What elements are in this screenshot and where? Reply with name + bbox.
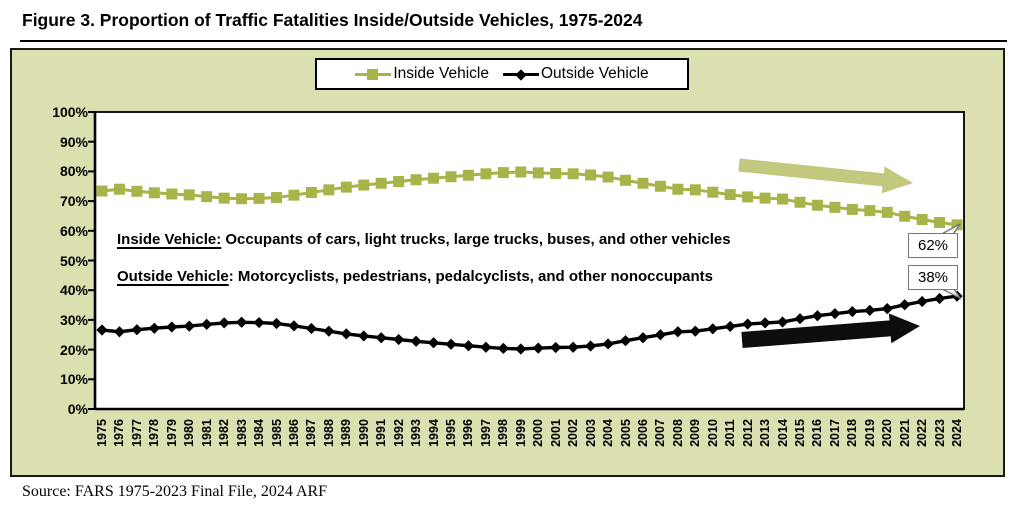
data-point xyxy=(864,205,875,216)
x-tick-label: 1982 xyxy=(217,419,232,447)
data-point xyxy=(655,181,666,192)
data-point xyxy=(707,187,718,198)
y-tick-label: 90% xyxy=(59,133,88,150)
data-point xyxy=(236,193,247,204)
x-tick-label: 1994 xyxy=(426,419,441,447)
data-point xyxy=(306,187,317,198)
x-tick-label: 1984 xyxy=(252,419,267,447)
y-tick-label: 50% xyxy=(59,252,88,269)
x-tick-label: 1978 xyxy=(147,419,162,447)
legend-label-inside: Inside Vehicle xyxy=(393,65,489,82)
x-tick-label: 1986 xyxy=(286,419,301,447)
data-point xyxy=(917,214,928,225)
y-tick-label: 10% xyxy=(59,371,88,388)
data-point xyxy=(131,186,142,197)
x-tick-label: 2002 xyxy=(566,419,581,447)
inside-series-marker-icon xyxy=(355,68,391,81)
x-tick-label: 1993 xyxy=(409,419,424,447)
x-tick-label: 2010 xyxy=(705,419,720,447)
x-tick-label: 1989 xyxy=(339,419,354,447)
x-tick-label: 1977 xyxy=(129,419,144,447)
data-point xyxy=(795,197,806,208)
x-tick-label: 1985 xyxy=(269,419,284,447)
data-point xyxy=(515,166,526,177)
x-tick-label: 2023 xyxy=(932,419,947,447)
data-point xyxy=(411,174,422,185)
x-tick-label: 2018 xyxy=(845,419,860,447)
data-point xyxy=(620,175,631,186)
data-point xyxy=(97,186,108,197)
data-point xyxy=(428,173,439,184)
x-tick-label: 1991 xyxy=(374,419,389,447)
legend-label-outside: Outside Vehicle xyxy=(540,65,649,82)
x-tick-label: 2022 xyxy=(915,419,930,447)
data-point xyxy=(777,194,788,205)
data-point xyxy=(882,207,893,218)
x-tick-label: 2014 xyxy=(775,419,790,447)
data-point xyxy=(254,193,265,204)
legend-item-outside xyxy=(503,65,649,83)
x-tick-label: 1996 xyxy=(461,419,476,447)
y-tick-label: 100% xyxy=(52,104,88,120)
outside-def-term: Outside Vehicle xyxy=(117,268,229,285)
x-tick-label: 1992 xyxy=(391,419,406,447)
x-tick-label: 1975 xyxy=(95,419,109,447)
y-tick-label: 0% xyxy=(67,401,88,417)
x-tick-label: 2003 xyxy=(583,419,598,447)
data-point xyxy=(533,167,544,178)
outside-def-rest: : Motorcyclists, pedestrians, pedalcyclists, and other nonoccupants xyxy=(228,268,714,285)
data-point xyxy=(358,180,369,191)
data-point xyxy=(637,178,648,189)
data-point xyxy=(480,168,491,179)
data-point xyxy=(603,172,614,183)
data-point xyxy=(393,176,404,187)
x-tick-label: 2011 xyxy=(723,419,738,447)
data-point xyxy=(760,193,771,204)
outside-series-marker-icon xyxy=(503,68,539,81)
x-tick-label: 1988 xyxy=(321,419,336,447)
legend-item-inside xyxy=(355,65,489,83)
x-tick-label: 2013 xyxy=(758,419,773,447)
x-tick-label: 1983 xyxy=(234,419,249,447)
y-tick-label: 80% xyxy=(59,163,88,180)
y-tick-label: 20% xyxy=(59,341,88,358)
x-tick-label: 2020 xyxy=(880,419,895,447)
data-point xyxy=(463,170,474,181)
chart-legend xyxy=(315,58,689,90)
data-point xyxy=(742,191,753,202)
x-tick-label: 2001 xyxy=(548,419,563,447)
data-point xyxy=(934,217,945,228)
x-tick-label: 2015 xyxy=(793,419,807,447)
data-point xyxy=(114,184,125,195)
data-point xyxy=(568,168,579,179)
plot-area xyxy=(95,112,964,409)
inside-square-marker-icon xyxy=(367,69,378,80)
y-tick-label: 40% xyxy=(59,282,88,299)
data-point xyxy=(847,204,858,215)
x-tick-label: 2009 xyxy=(688,419,703,447)
y-tick-label: 30% xyxy=(59,311,88,328)
data-point xyxy=(376,178,387,189)
inside-end-value-callout: 62% xyxy=(908,233,958,258)
data-point xyxy=(899,211,910,222)
x-tick-label: 2008 xyxy=(670,419,685,447)
inside-vehicle-definition xyxy=(117,231,731,248)
x-tick-label: 2019 xyxy=(862,419,877,447)
outside-diamond-marker-icon xyxy=(515,69,526,80)
outside-end-value-callout: 38% xyxy=(908,265,958,290)
x-tick-label: 2005 xyxy=(618,419,633,447)
data-point xyxy=(219,193,230,204)
x-tick-label: 1980 xyxy=(182,419,197,447)
x-tick-label: 2016 xyxy=(810,419,825,447)
data-point xyxy=(498,167,509,178)
x-tick-label: 1981 xyxy=(199,419,214,447)
chart-plot xyxy=(12,50,1003,475)
data-point xyxy=(550,168,561,179)
x-tick-label: 1998 xyxy=(496,419,511,447)
data-point xyxy=(829,202,840,213)
x-tick-label: 2021 xyxy=(897,419,912,447)
figure-title: Figure 3. Proportion of Traffic Fatalities Inside/Outside Vehicles, 1975-2024 xyxy=(22,10,643,30)
data-point xyxy=(446,171,457,182)
data-point xyxy=(585,169,596,180)
data-point xyxy=(323,184,334,195)
x-tick-label: 1976 xyxy=(112,419,127,447)
x-tick-label: 1990 xyxy=(356,419,371,447)
x-tick-label: 2000 xyxy=(531,419,546,447)
source-note: Source: FARS 1975-2023 Final File, 2024 ARF xyxy=(22,483,328,500)
inside-def-term: Inside Vehicle: xyxy=(117,231,222,248)
data-point xyxy=(341,182,352,193)
data-point xyxy=(184,189,195,200)
inside-def-rest: Occupants of cars, light trucks, large trucks, buses, and other vehicles xyxy=(221,231,731,248)
x-tick-label: 2004 xyxy=(601,419,616,447)
data-point xyxy=(725,189,736,200)
data-point xyxy=(149,187,160,198)
chart-panel xyxy=(10,48,1005,477)
data-point xyxy=(166,188,177,199)
x-tick-label: 1987 xyxy=(304,419,319,447)
x-tick-label: 1997 xyxy=(478,419,493,447)
x-tick-label: 2017 xyxy=(827,419,842,447)
data-point xyxy=(271,192,282,203)
x-tick-label: 2007 xyxy=(653,419,668,447)
y-tick-label: 60% xyxy=(59,222,88,239)
data-point xyxy=(288,190,299,201)
y-tick-label: 70% xyxy=(59,193,88,210)
data-point xyxy=(201,191,212,202)
x-tick-label: 2006 xyxy=(635,419,650,447)
data-point xyxy=(812,200,823,211)
x-tick-label: 1995 xyxy=(444,419,458,447)
x-tick-label: 2024 xyxy=(950,419,965,447)
outside-vehicle-definition xyxy=(117,268,713,285)
x-tick-label: 1999 xyxy=(513,419,528,447)
title-rule xyxy=(20,40,1007,42)
x-tick-label: 2012 xyxy=(740,419,755,447)
x-tick-label: 1979 xyxy=(164,419,179,447)
data-point xyxy=(672,184,683,195)
data-point xyxy=(690,184,701,195)
